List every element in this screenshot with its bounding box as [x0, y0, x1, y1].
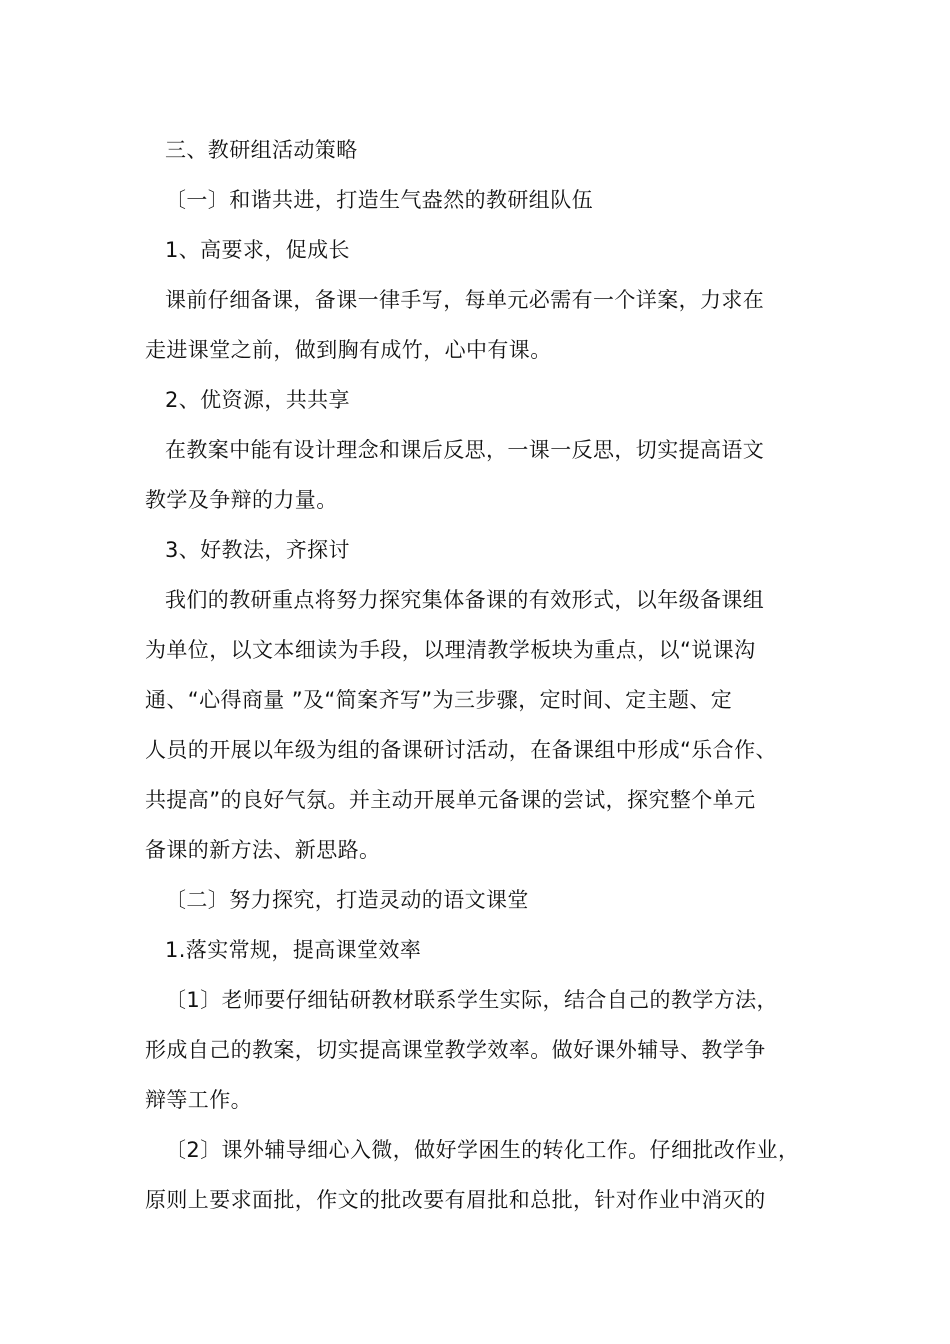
item-heading: 2、优资源，共共享 — [165, 388, 350, 412]
paragraph-line: 辩等工作。 — [145, 1088, 252, 1112]
item-heading: 1、高要求，促成长 — [165, 238, 350, 262]
paragraph-line: 〔2〕课外辅导细心入微，做好学困生的转化工作。仔细批改作业， — [165, 1138, 800, 1162]
paragraph-line: 我们的教研重点将努力探究集体备课的有效形式，以年级备课组 — [165, 588, 765, 612]
paragraph-line: 备课的新方法、新思路。 — [145, 838, 381, 862]
item-heading: 3、好教法，齐探讨 — [165, 538, 350, 562]
paragraph-line: 形成自己的教案，切实提高课堂教学效率。做好课外辅导、教学争 — [145, 1038, 766, 1062]
section-heading: 三、教研组活动策略 — [165, 138, 358, 162]
paragraph-line: 共提高”的良好气氛。并主动开展单元备课的尝试，探究整个单元 — [145, 788, 756, 812]
item-heading: 1.落实常规，提高课堂效率 — [165, 938, 422, 962]
paragraph-line: 教学及争辩的力量。 — [145, 488, 338, 512]
paragraph-line: 人员的开展以年级为组的备课研讨活动，在备课组中形成“乐合作、 — [145, 738, 777, 762]
paragraph-line: 为单位，以文本细读为手段，以理清教学板块为重点，以“说课沟 — [145, 638, 756, 662]
paragraph-line: 在教案中能有设计理念和课后反思，一课一反思，切实提高语文 — [165, 438, 765, 462]
subsection-heading: 〔一〕和谐共进，打造生气盎然的教研组队伍 — [165, 188, 593, 212]
paragraph-line: 原则上要求面批，作文的批改要有眉批和总批，针对作业中消灭的 — [145, 1188, 766, 1212]
paragraph-line: 课前仔细备课，备课一律手写，每单元必需有一个详案，力求在 — [165, 288, 765, 312]
paragraph-line: 通、“心得商量 ”及“简案齐写”为三步骤，定时间、定主题、定 — [145, 688, 733, 712]
paragraph-line: 走进课堂之前，做到胸有成竹，心中有课。 — [145, 338, 552, 362]
subsection-heading: 〔二〕努力探究，打造灵动的语文课堂 — [165, 888, 529, 912]
paragraph-line: 〔1〕老师要仔细钻研教材联系学生实际，结合自己的教学方法， — [165, 988, 778, 1012]
